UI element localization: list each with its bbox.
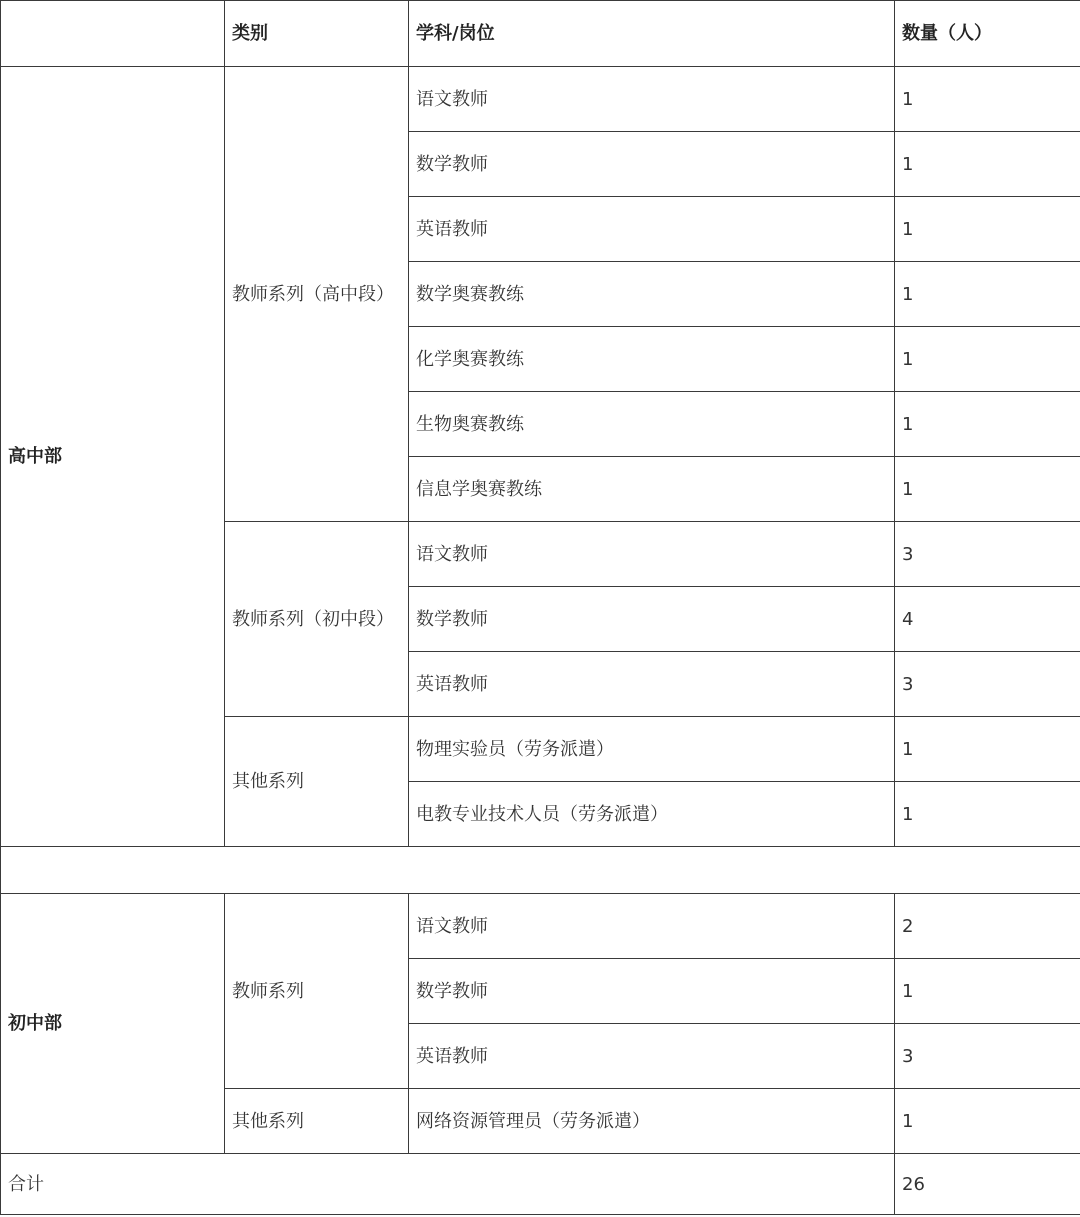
category-cell: 教师系列 — [225, 894, 409, 1089]
count-cell: 1 — [895, 782, 1080, 847]
count-cell: 1 — [895, 132, 1080, 197]
total-row — [1, 1154, 1080, 1215]
count-cell: 1 — [895, 1089, 1080, 1154]
header-count: 数量（人） — [895, 1, 1080, 67]
count-cell: 1 — [895, 262, 1080, 327]
category-cell: 其他系列 — [225, 1089, 409, 1154]
post-cell: 数学教师 — [409, 132, 895, 197]
post-cell: 数学教师 — [409, 587, 895, 652]
header-post: 学科/岗位 — [409, 1, 895, 67]
post-cell: 电教专业技术人员（劳务派遣） — [409, 782, 895, 847]
post-cell: 物理实验员（劳务派遣） — [409, 717, 895, 782]
post-cell: 数学奥赛教练 — [409, 262, 895, 327]
category-cell: 其他系列 — [225, 717, 409, 847]
separator-cell — [1, 847, 1080, 894]
post-cell: 语文教师 — [409, 522, 895, 587]
count-cell: 3 — [895, 522, 1080, 587]
post-cell: 语文教师 — [409, 894, 895, 959]
post-cell: 英语教师 — [409, 652, 895, 717]
section-senior-high: 高中部 — [1, 67, 225, 847]
count-cell: 1 — [895, 457, 1080, 522]
table-row — [1, 67, 1080, 132]
post-cell: 英语教师 — [409, 1024, 895, 1089]
post-cell: 数学教师 — [409, 959, 895, 1024]
post-cell: 化学奥赛教练 — [409, 327, 895, 392]
post-cell: 信息学奥赛教练 — [409, 457, 895, 522]
header-blank-cell — [1, 1, 225, 67]
total-label: 合计 — [1, 1154, 895, 1215]
section-junior-high: 初中部 — [1, 894, 225, 1154]
category-cell: 教师系列（高中段） — [225, 67, 409, 522]
post-cell: 生物奥赛教练 — [409, 392, 895, 457]
post-cell: 语文教师 — [409, 67, 895, 132]
post-cell: 网络资源管理员（劳务派遣） — [409, 1089, 895, 1154]
count-cell: 3 — [895, 652, 1080, 717]
header-category: 类别 — [225, 1, 409, 67]
category-cell: 教师系列（初中段） — [225, 522, 409, 717]
count-cell: 4 — [895, 587, 1080, 652]
count-cell: 1 — [895, 67, 1080, 132]
count-cell: 1 — [895, 327, 1080, 392]
count-cell: 1 — [895, 392, 1080, 457]
count-cell: 3 — [895, 1024, 1080, 1089]
count-cell: 2 — [895, 894, 1080, 959]
post-cell: 英语教师 — [409, 197, 895, 262]
count-cell: 1 — [895, 959, 1080, 1024]
total-value: 26 — [895, 1154, 1080, 1215]
count-cell: 1 — [895, 717, 1080, 782]
table-row — [1, 894, 1080, 959]
separator-row — [1, 847, 1080, 894]
header-row — [1, 1, 1080, 67]
count-cell: 1 — [895, 197, 1080, 262]
